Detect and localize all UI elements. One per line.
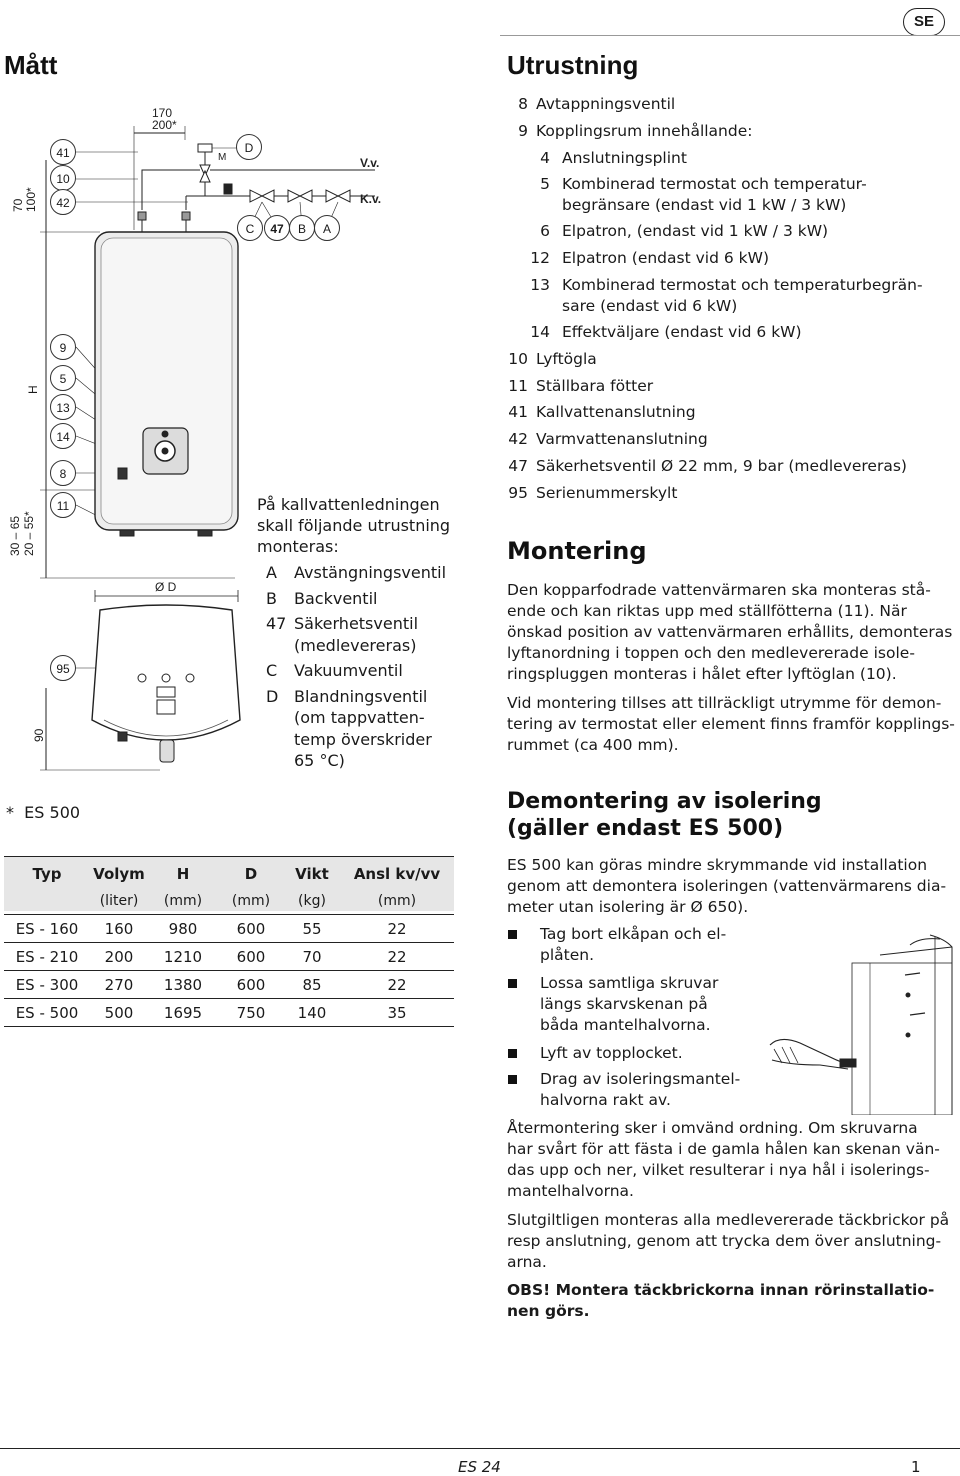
spec-table bbox=[4, 860, 454, 1027]
dim-170: 170 bbox=[152, 106, 173, 120]
table-units-row bbox=[4, 887, 454, 915]
note-item: C Vakuumventil bbox=[266, 661, 403, 680]
callout-8: 8 bbox=[50, 460, 76, 486]
bullet-marker bbox=[508, 1049, 517, 1058]
cell: 140 bbox=[297, 1003, 327, 1022]
bullet-item: Lyft av topplocket. bbox=[540, 1044, 683, 1062]
note-item: 47 Säkerhetsventil (medlevereras) bbox=[266, 614, 419, 655]
bullet-marker bbox=[508, 930, 517, 939]
cell: 1695 bbox=[163, 1003, 203, 1022]
list-item: 47 Säkerhetsventil Ø 22 mm, 9 bar (medlevereras) bbox=[508, 456, 907, 475]
equipment-list bbox=[508, 91, 958, 507]
kallvatten-note-title: På kallvattenledningen skall följande utrustning monteras: bbox=[257, 495, 451, 556]
callout-a: A bbox=[314, 215, 340, 241]
demontering-paragraph: ES 500 kan göras mindre skrymmande vid installation genom att demontera isoleringen (vattenvärmarens dia- meter utan isolering är Ø 650). bbox=[507, 856, 947, 916]
bullet-marker bbox=[508, 979, 517, 988]
table-row bbox=[4, 999, 454, 1027]
callout-11: 11 bbox=[50, 492, 76, 518]
callout-b: B bbox=[289, 215, 315, 241]
dim-20-55: 20 – 55* bbox=[22, 511, 36, 556]
cell: 750 bbox=[236, 1003, 266, 1022]
dim-100: 100* bbox=[24, 187, 38, 212]
unit-cell: (kg) bbox=[298, 892, 326, 909]
callout-41: 41 bbox=[50, 139, 76, 165]
list-item: 6 Elpatron, (endast vid 1 kW / 3 kW) bbox=[540, 222, 829, 241]
unit-cell: (mm) bbox=[377, 892, 417, 909]
unit-cell bbox=[4, 887, 90, 915]
note-item: A Avstängningsventil bbox=[266, 563, 447, 582]
col-d: D bbox=[244, 864, 258, 883]
dim-90: 90 bbox=[32, 728, 46, 742]
list-item: 95 Serienummerskylt bbox=[508, 483, 678, 502]
bullet-item: Tag bort elkåpan och el- plåten. bbox=[540, 925, 727, 964]
callout-10: 10 bbox=[50, 165, 76, 191]
unit-cell: (liter) bbox=[99, 892, 139, 909]
list-item: 41 Kallvattenanslutning bbox=[508, 403, 696, 422]
callout-47: 47 bbox=[264, 215, 290, 241]
col-typ: Typ bbox=[32, 864, 62, 883]
note-item: D Blandningsventil (om tappvatten- temp överskrider 65 °C) bbox=[266, 686, 432, 770]
list-item: 9 Kopplingsrum innehållande: bbox=[518, 121, 753, 140]
footer-page-number: 1 bbox=[911, 1458, 921, 1476]
cell: 22 bbox=[387, 919, 407, 938]
bullet-item: Drag av isoleringsmantel- halvorna rakt av. bbox=[540, 1070, 741, 1109]
cell: ES - 160 bbox=[15, 919, 79, 938]
unit-cell: (mm) bbox=[231, 892, 271, 909]
bullet-item: Lossa samtliga skruvar längs skarvskenan på båda mantelhalvorna. bbox=[540, 974, 719, 1034]
cell: ES - 210 bbox=[15, 947, 79, 966]
list-item: 10 Lyftögla bbox=[508, 349, 597, 368]
header-rule bbox=[500, 35, 960, 36]
list-item: 42 Varmvattenanslutning bbox=[508, 430, 708, 449]
section-title-utrustning: Utrustning bbox=[507, 50, 639, 80]
table-row bbox=[4, 971, 454, 999]
callout-13: 13 bbox=[50, 394, 76, 420]
cell: 55 bbox=[302, 919, 322, 938]
cell: ES - 500 bbox=[15, 1003, 79, 1022]
list-item: 4 Anslutningsplint bbox=[540, 148, 687, 167]
dim-od: Ø D bbox=[155, 580, 177, 594]
table-row bbox=[4, 915, 454, 943]
cell: 1210 bbox=[163, 947, 203, 966]
table-row bbox=[4, 943, 454, 971]
note-item: B Backventil bbox=[266, 588, 378, 608]
callout-d: D bbox=[236, 134, 262, 160]
cell: 22 bbox=[387, 947, 407, 966]
montering-paragraph-2: Vid montering tillses att tillräckligt utrymme för demon- tering av termostat eller element finns framför kopplings- rummet (ca 400 mm). bbox=[507, 694, 955, 754]
svg-text:M: M bbox=[218, 152, 227, 163]
cell: 600 bbox=[236, 947, 266, 966]
section-title-montering: Montering bbox=[507, 537, 647, 565]
callout-c: C bbox=[237, 215, 263, 241]
cell: 85 bbox=[302, 975, 322, 994]
list-item: 8 Avtappningsventil bbox=[518, 95, 676, 113]
cell: 1380 bbox=[163, 975, 203, 994]
list-item: 14 Effektväljare (endast vid 6 kW) bbox=[530, 322, 802, 341]
footer-rule bbox=[0, 1448, 960, 1449]
cell: 35 bbox=[387, 1003, 407, 1022]
col-ansl: Ansl kv/vv bbox=[353, 864, 441, 883]
col-vikt: Vikt bbox=[295, 864, 329, 883]
dim-h: H bbox=[26, 385, 40, 394]
footer-doc-code: ES 24 bbox=[458, 1458, 501, 1476]
section-title-demontering: Demontering av isolering (gäller endast ES 500) bbox=[507, 789, 822, 841]
table-header-row bbox=[4, 860, 454, 887]
callout-5: 5 bbox=[50, 365, 76, 391]
cell: 200 bbox=[104, 947, 134, 966]
kallvatten-note-items bbox=[266, 562, 446, 772]
list-item: 13 Kombinerad termostat och temperaturbegrän- sare (endast vid 6 kW) bbox=[530, 275, 923, 315]
obs-paragraph: OBS! Montera täckbrickorna innan rörinstallatio- nen görs. bbox=[507, 1281, 935, 1320]
col-h: H bbox=[176, 864, 190, 883]
label-vv: V.v. bbox=[360, 156, 380, 170]
cell: 70 bbox=[302, 947, 322, 966]
es500-footnote: * ES 500 bbox=[6, 803, 81, 822]
cell: 980 bbox=[168, 919, 198, 938]
cell: ES - 300 bbox=[15, 975, 79, 994]
dim-70: 70 bbox=[11, 198, 25, 212]
montering-paragraph-1: Den kopparfodrade vattenvärmaren ska monteras stå- ende och kan riktas upp med ställfötterna (11). När önskad position av vattenvärmaren erhållits, demonteras lyftanordning i toppen och den medlevererade isole- ringspluggen monteras i hålet efter lyftöglan (10). bbox=[507, 581, 953, 683]
language-badge: SE bbox=[903, 8, 945, 36]
bullet-marker bbox=[508, 1075, 517, 1084]
list-item: 12 Elpatron (endast vid 6 kW) bbox=[530, 249, 769, 268]
list-item: 5 Kombinerad termostat och temperatur- begränsare (endast vid 1 kW / 3 kW) bbox=[540, 175, 867, 215]
callout-14: 14 bbox=[50, 423, 76, 449]
dim-30-65: 30 – 65 bbox=[8, 515, 22, 556]
callout-9: 9 bbox=[50, 334, 76, 360]
page-title-matt: Mått bbox=[4, 50, 58, 80]
atermontering-paragraph: Återmontering sker i omvänd ordning. Om skruvarna har svårt för att fästa i de gamla hålen kan skenan vän- das upp och ner, vilket resulterar i nya hål i isolerings- mantelhalvorna. bbox=[507, 1119, 940, 1200]
label-kv: K.v. bbox=[360, 192, 382, 206]
dim-200: 200* bbox=[152, 118, 177, 132]
list-item: 11 Ställbara fötter bbox=[508, 376, 654, 395]
cell: 270 bbox=[104, 975, 134, 994]
callout-95: 95 bbox=[50, 655, 76, 681]
col-volym: Volym bbox=[93, 864, 145, 883]
unit-cell: (mm) bbox=[163, 892, 203, 909]
cell: 22 bbox=[387, 975, 407, 994]
cell: 500 bbox=[104, 1003, 134, 1022]
slutgiltligen-paragraph: Slutgiltligen monteras alla medlevererade täckbrickor på resp anslutning, genom att trycka dem över anslutning- arna. bbox=[507, 1211, 950, 1271]
cell: 600 bbox=[236, 975, 266, 994]
insulation-removal-illustration bbox=[760, 925, 960, 1115]
callout-42: 42 bbox=[50, 189, 76, 215]
cell: 600 bbox=[236, 919, 266, 938]
cell: 160 bbox=[104, 919, 134, 938]
